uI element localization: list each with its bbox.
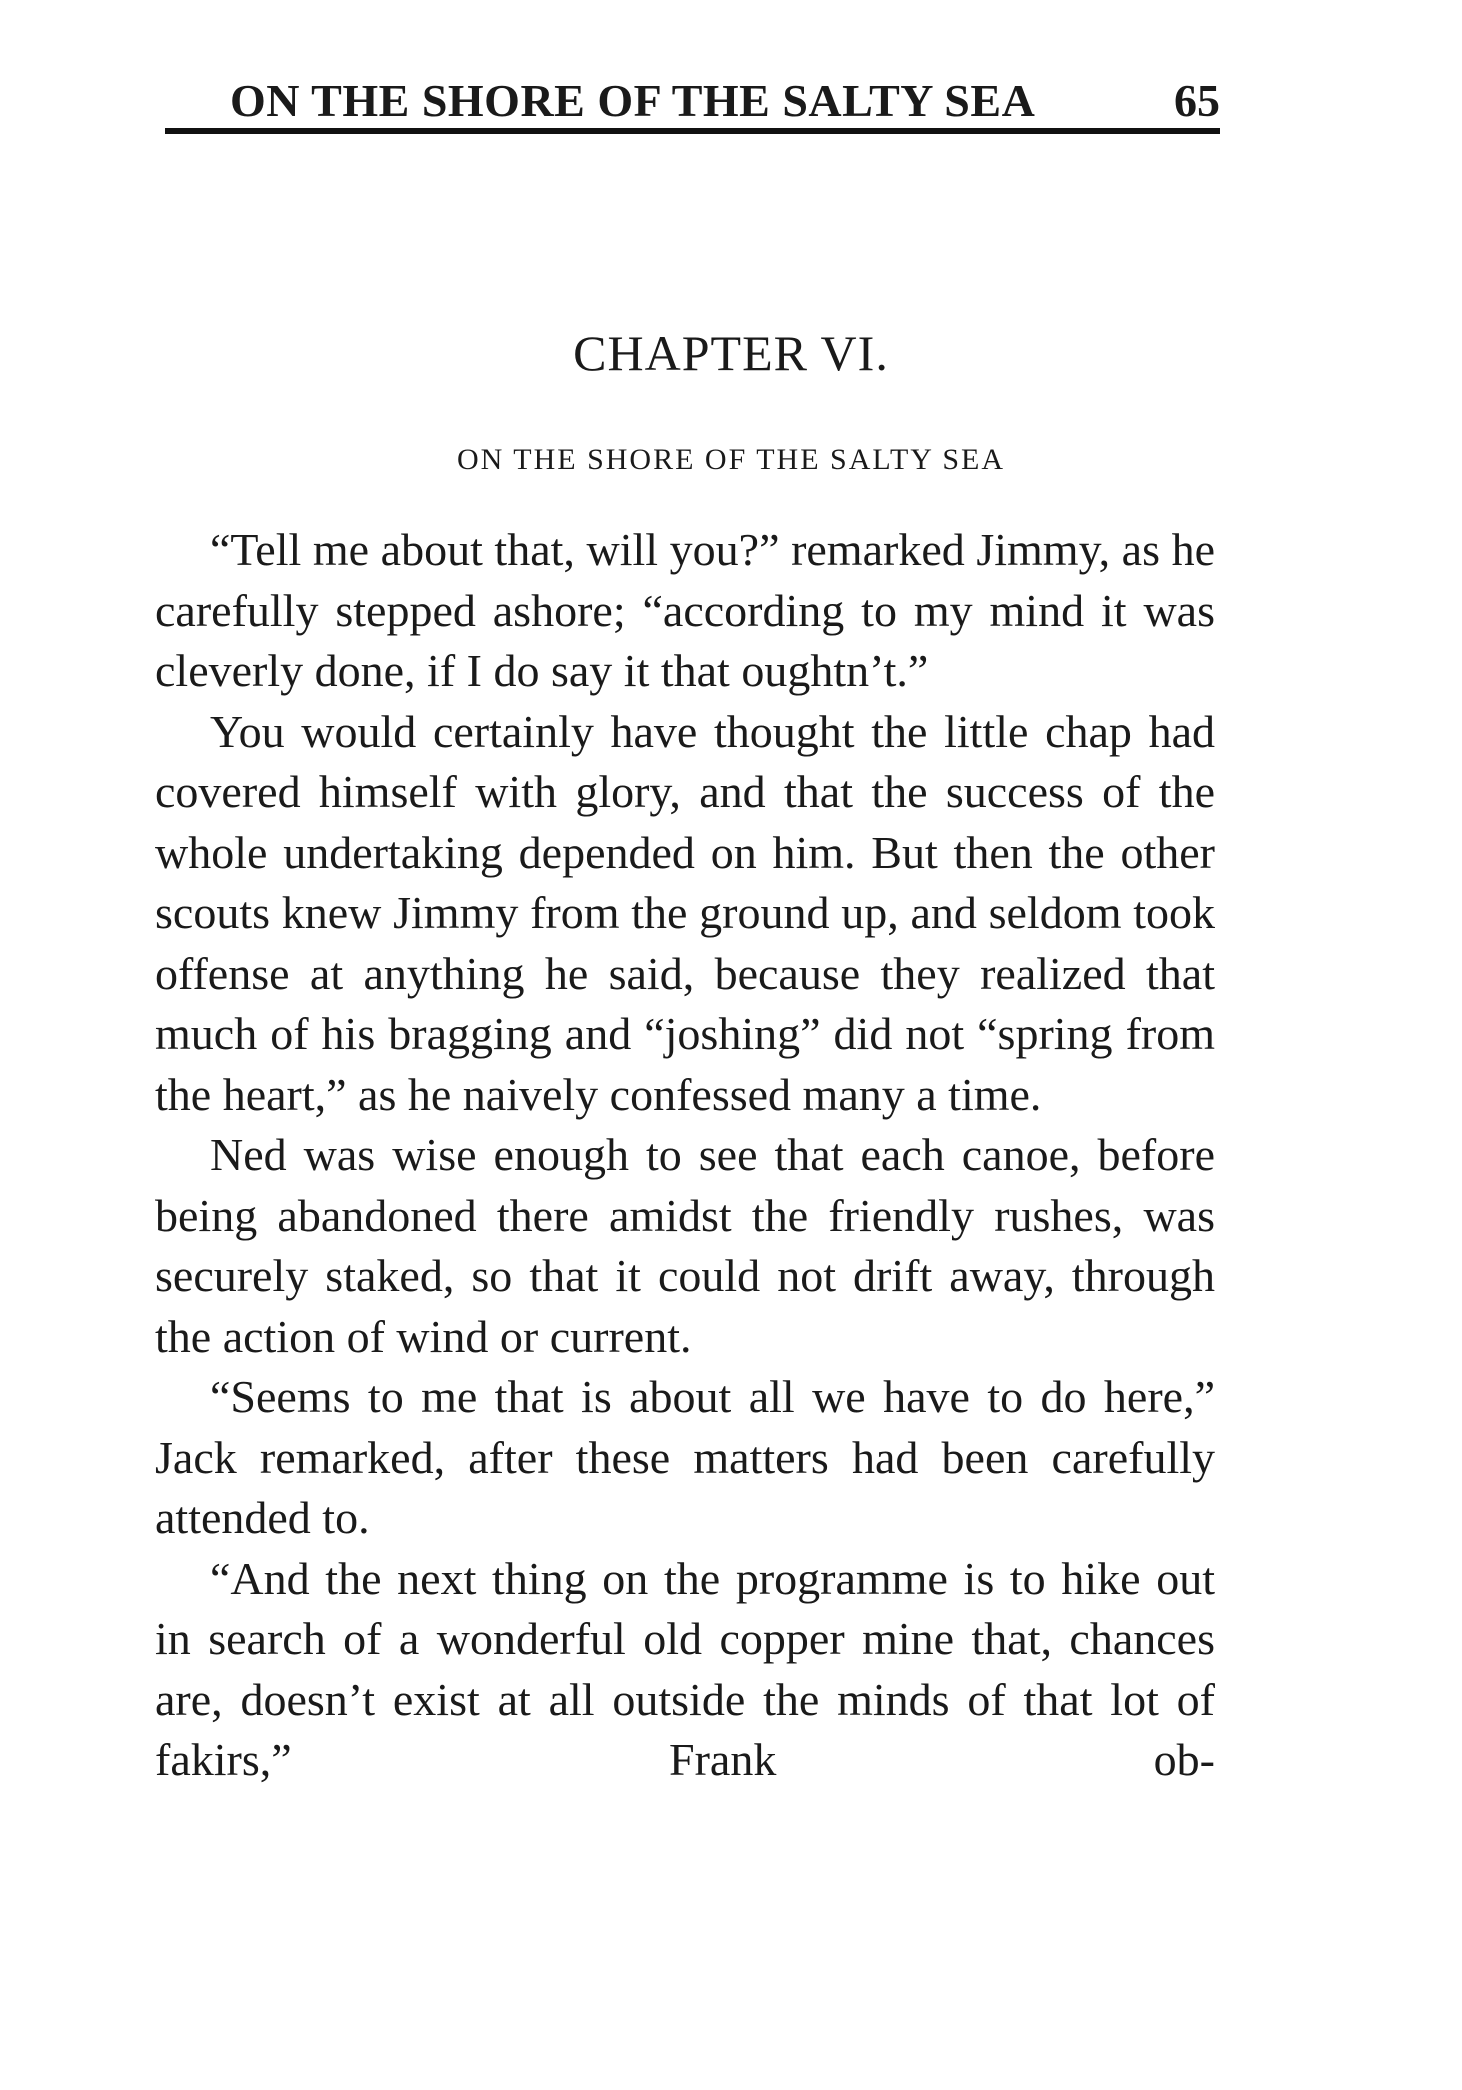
header-rule [165,128,1220,134]
paragraph: “Seems to me that is about all we have to do here,” Jack remarked, after these matters had been carefully attended to. [155,1371,1215,1543]
paragraph: “And the next thing on the programme is to hike out in search of a wonderful old copper mine that, chances are, doesn’t exist at all outside the minds of that lot of fakirs,” Frank ob- [155,1552,1215,1785]
running-head [165,70,1220,132]
paragraph: “Tell me about that, will you?” remarked Jimmy, as he carefully stepped ashore; “according to my mind it was cleverly done, if I do say it that oughtn’t.” [155,524,1215,696]
body-text [155,520,1215,1791]
page-number: 65 [1174,75,1220,126]
running-title: ON THE SHORE OF THE SALTY SEA [230,75,1036,126]
chapter-title: CHAPTER VI. [573,325,889,381]
chapter-subtitle: ON THE SHORE OF THE SALTY SEA [456,443,1006,476]
paragraph: Ned was wise enough to see that each canoe, before being abandoned there amidst the friendly rushes, was securely staked, so that it could not drift away, through the action of wind or current. [155,1129,1215,1362]
paragraph: You would certainly have thought the little chap had covered himself with glory, and that the success of the whole undertaking depended on him. But then the other scouts knew Jimmy from the ground up, and seldom took offense at anything he said, because they realized that much of his bragging and “joshing” did not “spring from the heart,” as he naively confessed many a time. [155,705,1215,1120]
